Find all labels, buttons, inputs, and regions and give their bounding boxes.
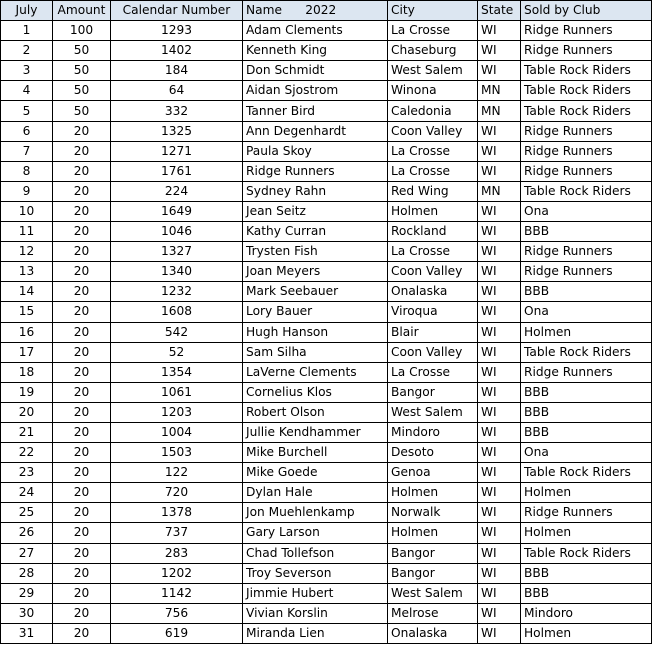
cell-calendar-number: 756 bbox=[111, 603, 243, 623]
cell-state: WI bbox=[478, 362, 521, 382]
cell-amount: 20 bbox=[53, 443, 111, 463]
cell-calendar-number: 1327 bbox=[111, 242, 243, 262]
cell-city: Bangor bbox=[388, 543, 478, 563]
cell-day: 31 bbox=[1, 623, 53, 643]
table-row bbox=[1, 181, 652, 201]
header-row bbox=[1, 1, 652, 21]
cell-name: Kathy Curran bbox=[243, 222, 388, 242]
cell-calendar-number: 720 bbox=[111, 483, 243, 503]
cell-day: 20 bbox=[1, 402, 53, 422]
cell-day: 24 bbox=[1, 483, 53, 503]
cell-day: 16 bbox=[1, 322, 53, 342]
cell-calendar-number: 1046 bbox=[111, 222, 243, 242]
cell-amount: 20 bbox=[53, 623, 111, 643]
table-row bbox=[1, 483, 652, 503]
cell-day: 26 bbox=[1, 523, 53, 543]
table-row bbox=[1, 61, 652, 81]
cell-name: Chad Tollefson bbox=[243, 543, 388, 563]
cell-city: Onalaska bbox=[388, 623, 478, 643]
cell-city: Bangor bbox=[388, 382, 478, 402]
cell-state: WI bbox=[478, 222, 521, 242]
cell-name: Dylan Hale bbox=[243, 483, 388, 503]
cell-city: Coon Valley bbox=[388, 342, 478, 362]
cell-city: Chaseburg bbox=[388, 41, 478, 61]
cell-name: Paula Skoy bbox=[243, 141, 388, 161]
cell-day: 9 bbox=[1, 181, 53, 201]
cell-city: Desoto bbox=[388, 443, 478, 463]
cell-amount: 20 bbox=[53, 543, 111, 563]
cell-state: WI bbox=[478, 141, 521, 161]
table-row bbox=[1, 81, 652, 101]
cell-club: Mindoro bbox=[521, 603, 652, 623]
cell-state: WI bbox=[478, 61, 521, 81]
cell-state: WI bbox=[478, 523, 521, 543]
cell-amount: 20 bbox=[53, 503, 111, 523]
cell-club: BBB bbox=[521, 583, 652, 603]
table-row bbox=[1, 402, 652, 422]
cell-day: 6 bbox=[1, 121, 53, 141]
cell-day: 5 bbox=[1, 101, 53, 121]
cell-amount: 20 bbox=[53, 282, 111, 302]
cell-state: WI bbox=[478, 342, 521, 362]
table-row bbox=[1, 422, 652, 442]
cell-state: WI bbox=[478, 503, 521, 523]
cell-name: Trysten Fish bbox=[243, 242, 388, 262]
cell-day: 22 bbox=[1, 443, 53, 463]
cell-city: Red Wing bbox=[388, 181, 478, 201]
cell-city: Holmen bbox=[388, 201, 478, 221]
cell-name: Mike Burchell bbox=[243, 443, 388, 463]
cell-calendar-number: 1061 bbox=[111, 382, 243, 402]
table-row bbox=[1, 201, 652, 221]
cell-day: 10 bbox=[1, 201, 53, 221]
cell-name: Robert Olson bbox=[243, 402, 388, 422]
cell-amount: 20 bbox=[53, 201, 111, 221]
table-row bbox=[1, 503, 652, 523]
cell-name: Jean Seitz bbox=[243, 201, 388, 221]
cell-day: 7 bbox=[1, 141, 53, 161]
cell-name: Mark Seebauer bbox=[243, 282, 388, 302]
cell-calendar-number: 1503 bbox=[111, 443, 243, 463]
cell-calendar-number: 224 bbox=[111, 181, 243, 201]
cell-day: 28 bbox=[1, 563, 53, 583]
table-row bbox=[1, 523, 652, 543]
cell-state: WI bbox=[478, 583, 521, 603]
cell-calendar-number: 64 bbox=[111, 81, 243, 101]
cell-day: 30 bbox=[1, 603, 53, 623]
cell-city: La Crosse bbox=[388, 21, 478, 41]
cell-state: WI bbox=[478, 543, 521, 563]
cell-day: 18 bbox=[1, 362, 53, 382]
cell-club: Table Rock Riders bbox=[521, 101, 652, 121]
cell-name: Don Schmidt bbox=[243, 61, 388, 81]
cell-state: WI bbox=[478, 282, 521, 302]
cell-club: Ridge Runners bbox=[521, 121, 652, 141]
table-row bbox=[1, 603, 652, 623]
cell-calendar-number: 1142 bbox=[111, 583, 243, 603]
cell-amount: 20 bbox=[53, 342, 111, 362]
table-row bbox=[1, 623, 652, 643]
cell-calendar-number: 1325 bbox=[111, 121, 243, 141]
cell-amount: 20 bbox=[53, 583, 111, 603]
cell-state: WI bbox=[478, 563, 521, 583]
cell-state: WI bbox=[478, 302, 521, 322]
cell-amount: 20 bbox=[53, 402, 111, 422]
cell-calendar-number: 737 bbox=[111, 523, 243, 543]
cell-club: Holmen bbox=[521, 523, 652, 543]
cell-club: BBB bbox=[521, 382, 652, 402]
header-city: City bbox=[388, 1, 478, 21]
cell-state: WI bbox=[478, 402, 521, 422]
cell-club: Ridge Runners bbox=[521, 161, 652, 181]
cell-city: Norwalk bbox=[388, 503, 478, 523]
cell-day: 23 bbox=[1, 463, 53, 483]
cell-city: La Crosse bbox=[388, 242, 478, 262]
cell-state: MN bbox=[478, 181, 521, 201]
cell-club: Ridge Runners bbox=[521, 262, 652, 282]
cell-state: WI bbox=[478, 623, 521, 643]
cell-club: Ona bbox=[521, 302, 652, 322]
cell-club: Table Rock Riders bbox=[521, 342, 652, 362]
cell-city: West Salem bbox=[388, 61, 478, 81]
cell-name: Lory Bauer bbox=[243, 302, 388, 322]
cell-amount: 20 bbox=[53, 463, 111, 483]
cell-state: WI bbox=[478, 422, 521, 442]
table-row bbox=[1, 382, 652, 402]
cell-club: Holmen bbox=[521, 322, 652, 342]
cell-amount: 20 bbox=[53, 603, 111, 623]
cell-calendar-number: 52 bbox=[111, 342, 243, 362]
cell-city: Caledonia bbox=[388, 101, 478, 121]
cell-day: 12 bbox=[1, 242, 53, 262]
header-calendar-number: Calendar Number bbox=[111, 1, 243, 21]
table-row bbox=[1, 222, 652, 242]
table-row bbox=[1, 342, 652, 362]
cell-day: 29 bbox=[1, 583, 53, 603]
cell-state: WI bbox=[478, 443, 521, 463]
table-row bbox=[1, 362, 652, 382]
cell-name: Ridge Runners bbox=[243, 161, 388, 181]
cell-amount: 20 bbox=[53, 302, 111, 322]
cell-state: WI bbox=[478, 201, 521, 221]
cell-amount: 20 bbox=[53, 422, 111, 442]
cell-calendar-number: 1649 bbox=[111, 201, 243, 221]
table-row bbox=[1, 563, 652, 583]
cell-club: Ona bbox=[521, 201, 652, 221]
cell-city: Holmen bbox=[388, 483, 478, 503]
cell-state: WI bbox=[478, 161, 521, 181]
cell-city: Melrose bbox=[388, 603, 478, 623]
cell-calendar-number: 1354 bbox=[111, 362, 243, 382]
cell-calendar-number: 1203 bbox=[111, 402, 243, 422]
cell-name: Vivian Korslin bbox=[243, 603, 388, 623]
cell-day: 8 bbox=[1, 161, 53, 181]
cell-name: Ann Degenhardt bbox=[243, 121, 388, 141]
cell-city: La Crosse bbox=[388, 362, 478, 382]
cell-name: LaVerne Clements bbox=[243, 362, 388, 382]
cell-day: 21 bbox=[1, 422, 53, 442]
cell-amount: 20 bbox=[53, 242, 111, 262]
header-amount: Amount bbox=[53, 1, 111, 21]
cell-day: 27 bbox=[1, 543, 53, 563]
cell-calendar-number: 1202 bbox=[111, 563, 243, 583]
cell-name: Aidan Sjostrom bbox=[243, 81, 388, 101]
cell-city: Viroqua bbox=[388, 302, 478, 322]
cell-state: MN bbox=[478, 81, 521, 101]
cell-state: WI bbox=[478, 483, 521, 503]
cell-calendar-number: 1761 bbox=[111, 161, 243, 181]
cell-calendar-number: 1608 bbox=[111, 302, 243, 322]
cell-name: Sam Silha bbox=[243, 342, 388, 362]
cell-calendar-number: 122 bbox=[111, 463, 243, 483]
cell-day: 15 bbox=[1, 302, 53, 322]
cell-name: Troy Severson bbox=[243, 563, 388, 583]
cell-amount: 20 bbox=[53, 141, 111, 161]
cell-club: BBB bbox=[521, 402, 652, 422]
cell-city: La Crosse bbox=[388, 141, 478, 161]
cell-calendar-number: 332 bbox=[111, 101, 243, 121]
cell-amount: 20 bbox=[53, 322, 111, 342]
cell-city: Blair bbox=[388, 322, 478, 342]
cell-club: Table Rock Riders bbox=[521, 61, 652, 81]
header-name: Name 2022 bbox=[243, 1, 388, 21]
cell-amount: 20 bbox=[53, 563, 111, 583]
table-row bbox=[1, 322, 652, 342]
cell-amount: 20 bbox=[53, 121, 111, 141]
cell-club: BBB bbox=[521, 563, 652, 583]
cell-club: Ridge Runners bbox=[521, 41, 652, 61]
cell-amount: 50 bbox=[53, 41, 111, 61]
cell-calendar-number: 1378 bbox=[111, 503, 243, 523]
cell-club: Ona bbox=[521, 443, 652, 463]
cell-city: Bangor bbox=[388, 563, 478, 583]
cell-calendar-number: 1402 bbox=[111, 41, 243, 61]
cell-day: 14 bbox=[1, 282, 53, 302]
cell-calendar-number: 1340 bbox=[111, 262, 243, 282]
cell-city: Genoa bbox=[388, 463, 478, 483]
cell-club: Table Rock Riders bbox=[521, 181, 652, 201]
cell-city: Onalaska bbox=[388, 282, 478, 302]
cell-name: Adam Clements bbox=[243, 21, 388, 41]
cell-city: Winona bbox=[388, 81, 478, 101]
table-row bbox=[1, 141, 652, 161]
cell-state: WI bbox=[478, 21, 521, 41]
cell-city: La Crosse bbox=[388, 161, 478, 181]
cell-day: 11 bbox=[1, 222, 53, 242]
cell-city: Rockland bbox=[388, 222, 478, 242]
cell-name: Hugh Hanson bbox=[243, 322, 388, 342]
cell-name: Joan Meyers bbox=[243, 262, 388, 282]
table-row bbox=[1, 101, 652, 121]
cell-city: West Salem bbox=[388, 583, 478, 603]
cell-city: Coon Valley bbox=[388, 262, 478, 282]
cell-amount: 100 bbox=[53, 21, 111, 41]
cell-state: WI bbox=[478, 463, 521, 483]
cell-amount: 20 bbox=[53, 483, 111, 503]
cell-amount: 50 bbox=[53, 101, 111, 121]
cell-name: Jimmie Hubert bbox=[243, 583, 388, 603]
cell-city: West Salem bbox=[388, 402, 478, 422]
cell-state: WI bbox=[478, 603, 521, 623]
cell-name: Sydney Rahn bbox=[243, 181, 388, 201]
cell-club: BBB bbox=[521, 222, 652, 242]
cell-calendar-number: 283 bbox=[111, 543, 243, 563]
cell-amount: 20 bbox=[53, 523, 111, 543]
cell-club: BBB bbox=[521, 422, 652, 442]
table-row bbox=[1, 41, 652, 61]
cell-state: WI bbox=[478, 262, 521, 282]
table-row bbox=[1, 543, 652, 563]
cell-name: Jullie Kendhammer bbox=[243, 422, 388, 442]
cell-club: Holmen bbox=[521, 483, 652, 503]
cell-calendar-number: 619 bbox=[111, 623, 243, 643]
table-row bbox=[1, 443, 652, 463]
cell-amount: 20 bbox=[53, 362, 111, 382]
cell-club: Ridge Runners bbox=[521, 362, 652, 382]
cell-club: Ridge Runners bbox=[521, 503, 652, 523]
cell-calendar-number: 1004 bbox=[111, 422, 243, 442]
cell-club: BBB bbox=[521, 282, 652, 302]
cell-club: Table Rock Riders bbox=[521, 81, 652, 101]
table-row bbox=[1, 463, 652, 483]
cell-state: WI bbox=[478, 322, 521, 342]
cell-club: Ridge Runners bbox=[521, 21, 652, 41]
table-row bbox=[1, 242, 652, 262]
cell-city: Holmen bbox=[388, 523, 478, 543]
table-row bbox=[1, 302, 652, 322]
cell-amount: 20 bbox=[53, 181, 111, 201]
cell-state: WI bbox=[478, 242, 521, 262]
cell-state: WI bbox=[478, 382, 521, 402]
cell-day: 2 bbox=[1, 41, 53, 61]
cell-club: Table Rock Riders bbox=[521, 543, 652, 563]
cell-day: 1 bbox=[1, 21, 53, 41]
cell-day: 13 bbox=[1, 262, 53, 282]
cell-day: 19 bbox=[1, 382, 53, 402]
cell-club: Ridge Runners bbox=[521, 141, 652, 161]
cell-day: 3 bbox=[1, 61, 53, 81]
cell-state: WI bbox=[478, 121, 521, 141]
cell-calendar-number: 184 bbox=[111, 61, 243, 81]
cell-calendar-number: 1232 bbox=[111, 282, 243, 302]
table-row bbox=[1, 282, 652, 302]
cell-club: Ridge Runners bbox=[521, 242, 652, 262]
cell-calendar-number: 1293 bbox=[111, 21, 243, 41]
table-row bbox=[1, 583, 652, 603]
cell-name: Jon Muehlenkamp bbox=[243, 503, 388, 523]
table-row bbox=[1, 262, 652, 282]
cell-name: Gary Larson bbox=[243, 523, 388, 543]
header-sold-by-club: Sold by Club bbox=[521, 1, 652, 21]
cell-amount: 20 bbox=[53, 382, 111, 402]
cell-state: MN bbox=[478, 101, 521, 121]
table-body bbox=[1, 21, 652, 644]
cell-amount: 20 bbox=[53, 262, 111, 282]
cell-amount: 20 bbox=[53, 222, 111, 242]
cell-name: Mike Goede bbox=[243, 463, 388, 483]
cell-state: WI bbox=[478, 41, 521, 61]
cell-name: Cornelius Klos bbox=[243, 382, 388, 402]
cell-city: Mindoro bbox=[388, 422, 478, 442]
table-row bbox=[1, 161, 652, 181]
cell-name: Miranda Lien bbox=[243, 623, 388, 643]
cell-club: Table Rock Riders bbox=[521, 463, 652, 483]
cell-name: Tanner Bird bbox=[243, 101, 388, 121]
table-row bbox=[1, 121, 652, 141]
cell-name: Kenneth King bbox=[243, 41, 388, 61]
cell-amount: 50 bbox=[53, 81, 111, 101]
cell-day: 25 bbox=[1, 503, 53, 523]
cell-city: Coon Valley bbox=[388, 121, 478, 141]
cell-day: 4 bbox=[1, 81, 53, 101]
cell-club: Holmen bbox=[521, 623, 652, 643]
cell-amount: 20 bbox=[53, 161, 111, 181]
cell-amount: 50 bbox=[53, 61, 111, 81]
cell-calendar-number: 1271 bbox=[111, 141, 243, 161]
cell-day: 17 bbox=[1, 342, 53, 362]
header-july: July bbox=[1, 1, 53, 21]
table-row bbox=[1, 21, 652, 41]
header-state: State bbox=[478, 1, 521, 21]
cell-calendar-number: 542 bbox=[111, 322, 243, 342]
